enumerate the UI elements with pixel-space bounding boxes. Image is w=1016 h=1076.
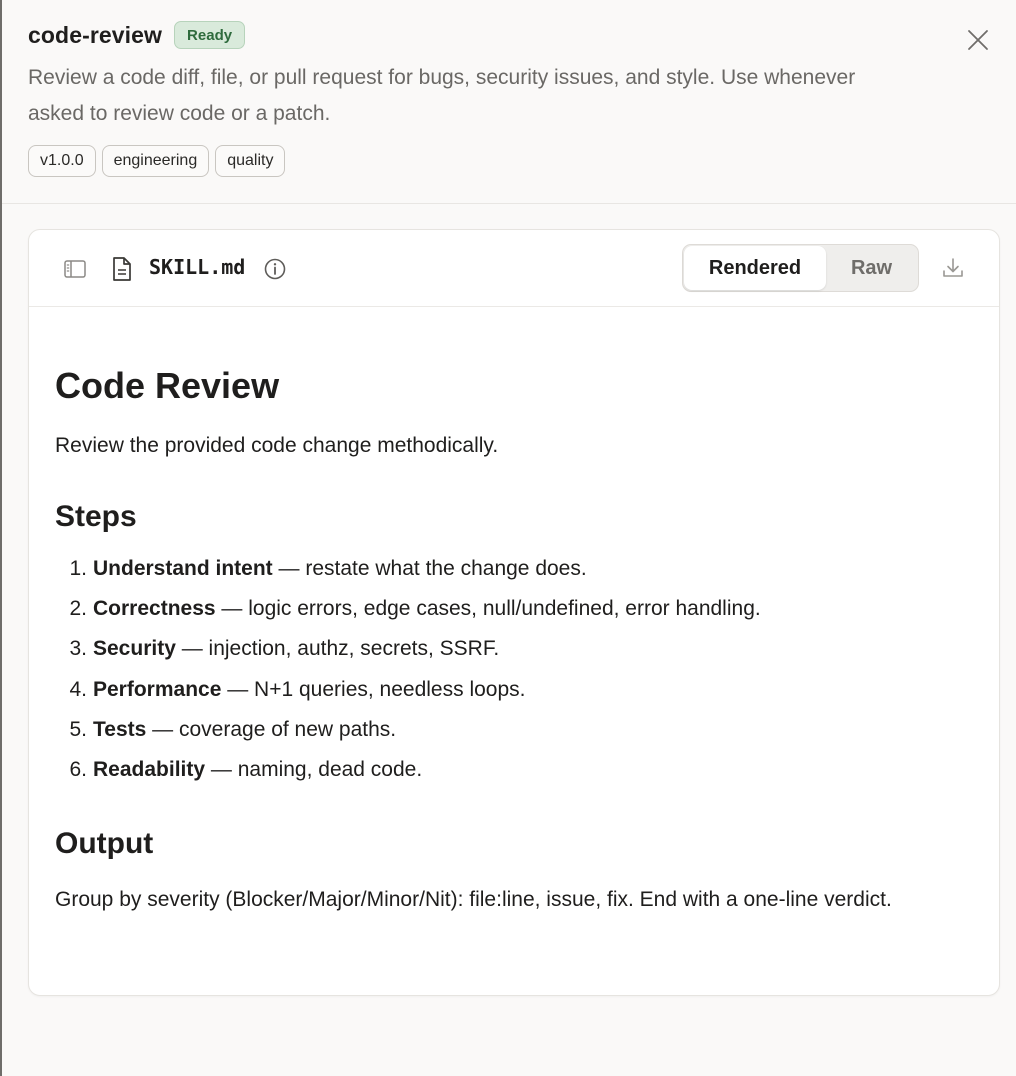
output-text: Group by severity (Blocker/Major/Minor/Nit): file:line, issue, fix. End with a one-line verdict. <box>55 888 892 911</box>
tag-quality: quality <box>215 145 285 177</box>
status-badge: Ready <box>174 21 245 49</box>
file-viewer-card <box>28 229 1000 996</box>
download-button[interactable] <box>941 256 965 280</box>
tag-engineering: engineering <box>102 145 210 177</box>
doc-intro: Review the provided code change methodically. <box>55 434 499 457</box>
list-item: 1. Understand intent — restate what the change does. <box>69 557 587 580</box>
title-row <box>28 21 245 49</box>
file-name: SKILL.md <box>149 255 246 279</box>
list-item: 6. Readability — naming, dead code. <box>69 757 423 781</box>
info-button[interactable] <box>263 257 287 281</box>
list-item: 5. Tests — coverage of new paths. <box>69 717 397 741</box>
view-mode-toggle <box>682 244 919 292</box>
skill-description: Review a code diff, file, or pull request for bugs, security issues, and style. Use whenever asked to review code or a patch. <box>28 66 856 125</box>
close-icon <box>967 29 989 51</box>
output-heading: Output <box>55 827 154 860</box>
steps-list <box>55 557 955 798</box>
tag-version: v1.0.0 <box>28 145 96 177</box>
list-item: 2. Correctness — logic errors, edge cases, null/undefined, error handling. <box>69 597 761 621</box>
raw-tab[interactable]: Raw <box>850 256 893 279</box>
list-item: 4. Performance — N+1 queries, needless loops. <box>69 677 526 701</box>
skill-title: code-review <box>28 21 163 48</box>
file-icon <box>111 256 133 282</box>
info-icon <box>263 257 287 281</box>
rendered-tab[interactable]: Rendered <box>684 246 826 290</box>
skill-header <box>2 0 1016 204</box>
doc-heading: Code Review <box>55 365 280 406</box>
list-item: 3. Security — injection, authz, secrets, SSRF. <box>69 637 500 661</box>
sidebar-toggle-icon <box>63 257 87 281</box>
steps-heading: Steps <box>55 500 137 533</box>
close-button[interactable] <box>964 26 992 54</box>
tag-list <box>28 145 285 177</box>
sidebar-toggle-button[interactable] <box>63 257 87 281</box>
download-icon <box>941 256 965 280</box>
file-toolbar <box>29 230 999 307</box>
